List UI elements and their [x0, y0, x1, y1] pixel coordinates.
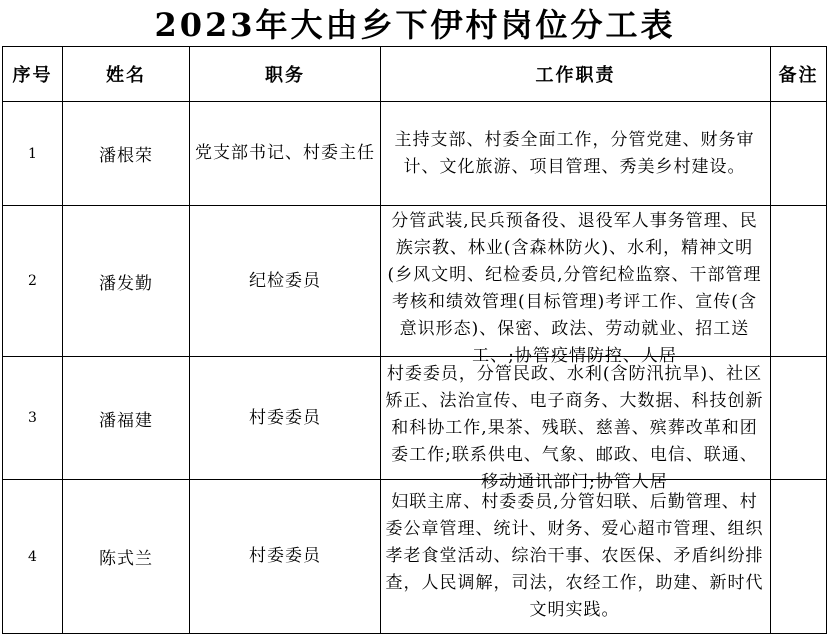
row-remarks — [771, 357, 827, 480]
row-name: 潘根荣 — [63, 102, 190, 206]
row-seq: 1 — [3, 102, 63, 206]
header-position: 职务 — [190, 47, 381, 102]
row-duties-cell — [381, 102, 771, 206]
row-seq: 3 — [3, 357, 63, 480]
header-remarks: 备注 — [771, 47, 827, 102]
row-remarks — [771, 480, 827, 634]
table-row — [3, 206, 827, 357]
row-name: 潘发勤 — [63, 206, 190, 357]
table-row — [3, 480, 827, 634]
row-remarks — [771, 102, 827, 206]
table-header-row — [3, 47, 827, 102]
row-seq: 4 — [3, 480, 63, 634]
row-name: 潘福建 — [63, 357, 190, 480]
header-duties: 工作职责 — [381, 47, 771, 102]
row-seq: 2 — [3, 206, 63, 357]
row-duties-cell — [381, 357, 771, 492]
row-position: 纪检委员 — [190, 206, 381, 357]
row-duties-cell — [381, 206, 771, 366]
header-name: 姓名 — [63, 47, 190, 102]
assignment-table — [2, 46, 827, 634]
table-row — [3, 357, 827, 480]
table-row — [3, 102, 827, 206]
row-duties: 分管武装,民兵预备役、退役军人事务管理、民族宗教、林业(含森林防火)、水利，精神文明(乡风文明、纪检委员,分管纪检监察、干部管理考核和绩效管理(目标管理)考评工作、宣传(含意识形态)、保密、政法、劳动就业、招工送工、;协管疫情防控、人居 — [387, 211, 762, 366]
row-duties: 主持支部、村委全面工作，分管党建、财务审计、文化旅游、项目管理、秀美乡村建设。 — [394, 129, 755, 177]
row-name: 陈式兰 — [63, 480, 190, 634]
page-title: 2023年大由乡下伊村岗位分工表 — [154, 6, 676, 44]
row-position: 村委委员 — [190, 357, 381, 480]
row-position: 党支部书记、村委主任 — [190, 102, 381, 206]
row-duties-cell — [381, 480, 771, 634]
row-duties: 妇联主席、村委委员,分管妇联、后勤管理、村委公章管理、统计、财务、爱心超市管理、组织孝老食堂活动、综治干事、农医保、矛盾纠纷排查，人民调解，司法，农经工作，助建、新时代文明实践。 — [385, 492, 764, 620]
row-position: 村委委员 — [190, 480, 381, 634]
header-seq: 序号 — [3, 47, 63, 102]
row-remarks — [771, 206, 827, 357]
row-duties: 村委委员，分管民政、水利(含防汛抗旱)、社区矫正、法治宣传、电子商务、大数据、科技创新和科协工作,果茶、残联、慈善、殡葬改革和团委工作;联系供电、气象、邮政、电信、联通、移动通讯部门;协管人居 — [385, 364, 764, 492]
